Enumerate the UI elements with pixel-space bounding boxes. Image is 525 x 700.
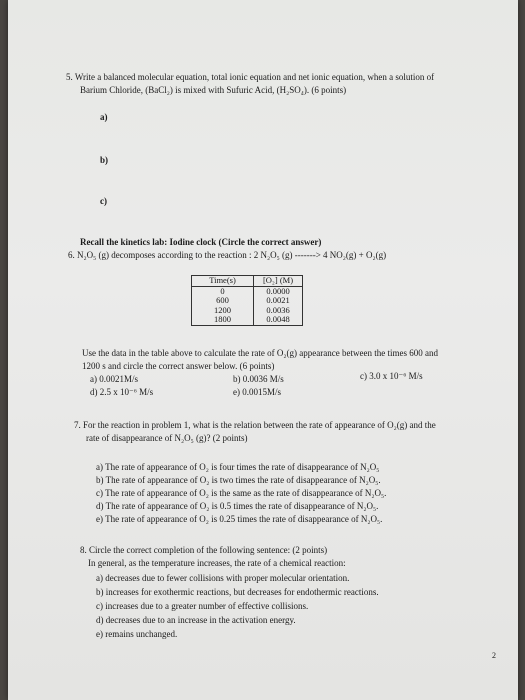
q7-prompt-line1: 7. For the reaction in problem 1, what is the relation between the rate of appearance of O₂(g) and the	[74, 420, 436, 430]
concentration-cell: 0.0000	[254, 286, 303, 296]
q6-instruction-line1: Use the data in the table above to calculate the rate of O₂(g) appearance between the times 600 and	[82, 348, 438, 358]
time-cell: 600	[192, 296, 254, 306]
page-number: 2	[492, 651, 496, 660]
time-cell: 0	[192, 286, 254, 296]
q5-prompt-line1: 5. Write a balanced molecular equation, total ionic equation and net ionic equation, when a solution of	[66, 72, 435, 82]
concentration-column-header: [O₂] (M)	[254, 276, 303, 287]
q7-option-a: a) The rate of appearance of O₂ is four times the rate of disappearance of N₂O₅	[96, 462, 380, 472]
q6-option-b: b) 0.0036 M/s	[233, 374, 284, 384]
q6-prompt: 6. N₂O₅ (g) decomposes according to the reaction : 2 N₂O₅ (g) -------> 4 NO₂(g) + O₂(g)	[68, 250, 387, 260]
q7-option-e: e) The rate of appearance of O₂ is 0.25 times the rate of disappearance of N₂O₅.	[96, 514, 383, 524]
q7-option-b: b) The rate of appearance of O₂ is two times the rate of disappearance of N₂O₅.	[96, 475, 381, 485]
q7-option-d: d) The rate of appearance of O₂ is 0.5 times the rate of disappearance of N₂O₅.	[96, 501, 379, 511]
concentration-cell: 0.0036	[254, 306, 303, 316]
q6-option-d: d) 2.5 x 10⁻⁶ M/s	[90, 387, 154, 397]
concentration-cell: 0.0048	[254, 315, 303, 325]
q8-option-e: e) remains unchanged.	[96, 629, 178, 639]
table-row	[192, 315, 303, 325]
q8-prompt-line2: In general, as the temperature increases, the rate of a chemical reaction:	[88, 558, 346, 568]
q5-part-b: b)	[100, 155, 109, 165]
q6-instruction-line2: 1200 s and circle the correct answer below. (6 points)	[82, 361, 275, 371]
worksheet-page	[8, 0, 518, 700]
q6-heading: Recall the kinetics lab: Iodine clock (Circle the correct answer)	[80, 237, 322, 247]
q6-option-e: e) 0.0015M/s	[233, 387, 281, 397]
q8-option-b: b) increases for exothermic reactions, but decreases for endothermic reactions.	[96, 587, 379, 597]
concentration-cell: 0.0021	[254, 296, 303, 306]
table-header-row	[192, 276, 303, 287]
time-cell: 1800	[192, 315, 254, 325]
q7-option-c: c) The rate of appearance of O₂ is the same as the rate of disappearance of N₂O₅.	[96, 488, 387, 498]
time-cell: 1200	[192, 306, 254, 316]
q8-prompt-line1: 8. Circle the correct completion of the following sentence: (2 points)	[80, 545, 328, 555]
q5-prompt-line2: Barium Chloride, (BaCl₂) is mixed with Sufuric Acid, (H₂SO₄). (6 points)	[80, 85, 347, 95]
q5-part-c: c)	[100, 196, 107, 206]
q8-option-a: a) decreases due to fewer collisions with proper molecular orientation.	[96, 573, 350, 583]
q6-option-c: c) 3.0 x 10⁻⁶ M/s	[360, 371, 423, 381]
q8-option-d: d) decreases due to an increase in the activation energy.	[96, 615, 296, 625]
q6-option-a: a) 0.0021M/s	[90, 374, 138, 384]
q8-option-c: c) increases due to a greater number of effective collisions.	[96, 601, 309, 611]
q7-prompt-line2: rate of disappearance of N₂O₅ (g)? (2 points)	[86, 433, 248, 443]
q5-part-a: a)	[100, 112, 108, 122]
kinetics-data-table	[191, 275, 303, 326]
time-column-header: Time(s)	[192, 276, 254, 287]
